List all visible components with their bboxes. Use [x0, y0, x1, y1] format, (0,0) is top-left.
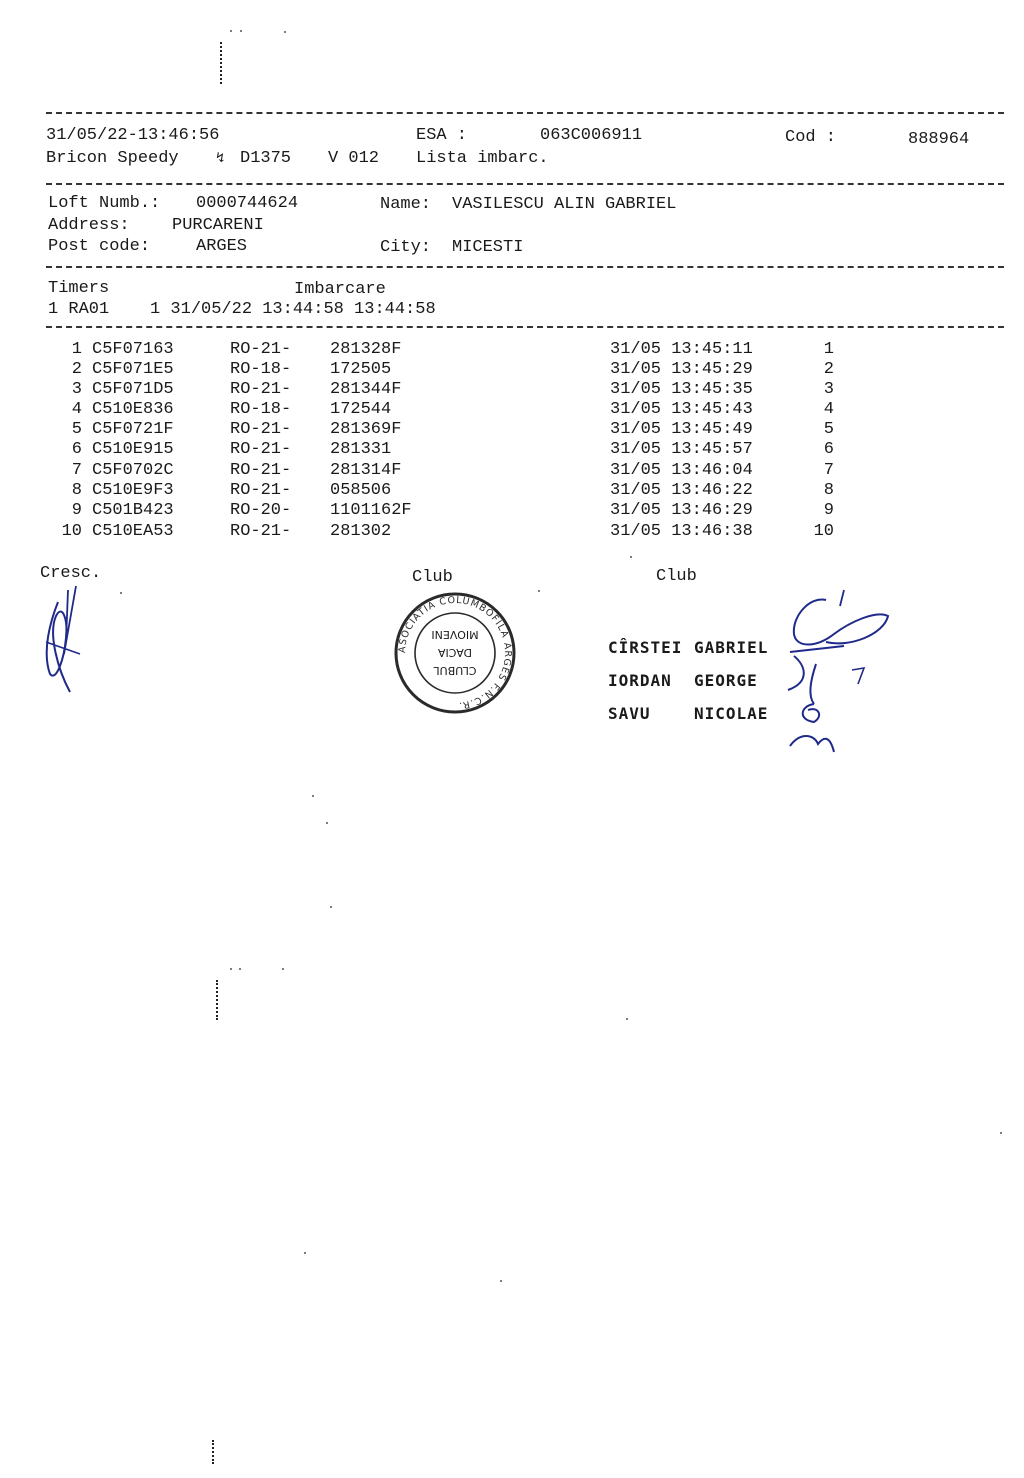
- header-list-title: Lista imbarc.: [416, 149, 549, 168]
- timers-label: Timers: [48, 279, 110, 298]
- header-cod-label: Cod :: [785, 128, 837, 147]
- committee-first-name: SAVU: [608, 704, 651, 723]
- committee-last-name: GABRIEL: [694, 638, 769, 657]
- bird-embark-time: 31/05 13:46:38: [610, 522, 753, 541]
- committee-first-name: CÎRSTEI: [608, 638, 683, 657]
- bird-position: 5: [823, 420, 834, 439]
- bird-chip-code: C5F0702C: [92, 461, 174, 480]
- bird-ring-prefix: RO-18-: [230, 400, 292, 419]
- separator-2: [46, 183, 1004, 185]
- bird-index: 3: [71, 380, 82, 399]
- bird-index: 9: [71, 501, 82, 520]
- bird-ring-prefix: RO-21-: [230, 380, 292, 399]
- club-label-left: Club: [412, 568, 453, 587]
- stamp-inner-2: DACIA: [437, 646, 473, 659]
- address-label: Address:: [48, 216, 130, 235]
- bird-row: [0, 380, 1024, 400]
- bird-chip-code: C510E836: [92, 400, 174, 419]
- bird-ring-prefix: RO-20-: [230, 501, 292, 520]
- name-label: Name:: [380, 195, 432, 214]
- bird-ring-number: 281369F: [330, 420, 402, 439]
- stamp-inner-3: MIOVENI: [431, 628, 479, 641]
- stamp-outer-text: ASOCIATIA COLUMBOFILA ARGES F.N.C.R.: [396, 594, 514, 711]
- bird-ring-number: 281344F: [330, 380, 402, 399]
- bird-embark-time: 31/05 13:46:29: [610, 501, 753, 520]
- committee-list: [608, 638, 778, 728]
- separator-3: [46, 266, 1004, 268]
- bird-chip-code: C510EA53: [92, 522, 174, 541]
- bird-ring-prefix: RO-21-: [230, 461, 292, 480]
- pen-mark-icon: ↯: [216, 151, 225, 167]
- bird-ring-prefix: RO-18-: [230, 360, 292, 379]
- bird-index: 7: [71, 461, 82, 480]
- bird-index: 6: [71, 440, 82, 459]
- postcode-label: Post code:: [48, 237, 151, 256]
- bird-embark-time: 31/05 13:45:57: [610, 440, 753, 459]
- bird-index: 10: [61, 522, 82, 541]
- bird-index: 4: [71, 400, 82, 419]
- header-esa-label: ESA :: [416, 126, 468, 145]
- bird-embark-time: 31/05 13:45:11: [610, 340, 753, 359]
- bird-ring-number: 281314F: [330, 461, 402, 480]
- committee-member: [608, 704, 778, 724]
- breeder-signature: [36, 582, 96, 700]
- bird-position: 8: [823, 481, 834, 500]
- bird-ring-prefix: RO-21-: [230, 481, 292, 500]
- bird-row: [0, 400, 1024, 420]
- city-label: City:: [380, 238, 432, 257]
- timer-line: 1 RA01 1 31/05/22 13:44:58 13:44:58: [48, 300, 436, 319]
- bird-ring-prefix: RO-21-: [230, 340, 292, 359]
- bird-row: [0, 522, 1024, 542]
- bird-index: 8: [71, 481, 82, 500]
- bird-embark-time: 31/05 13:45:43: [610, 400, 753, 419]
- address-value: PURCARENI: [172, 216, 264, 235]
- loft-label: Loft Numb.:: [48, 194, 161, 213]
- bird-embark-time: 31/05 13:46:04: [610, 461, 753, 480]
- bird-row: [0, 501, 1024, 521]
- bird-position: 9: [823, 501, 834, 520]
- bird-chip-code: C501B423: [92, 501, 174, 520]
- bird-ring-prefix: RO-21-: [230, 420, 292, 439]
- bird-position: 4: [823, 400, 834, 419]
- loft-value: 0000744624: [196, 194, 299, 213]
- name-value: VASILESCU ALIN GABRIEL: [452, 195, 677, 214]
- header-device: Bricon Speedy: [46, 149, 189, 168]
- bird-embark-time: 31/05 13:45:29: [610, 360, 753, 379]
- committee-member: [608, 638, 778, 658]
- bird-ring-number: 281302: [330, 522, 392, 541]
- header-version: V 012: [328, 149, 380, 168]
- header-datetime: 31/05/22-13:46:56: [46, 126, 220, 145]
- bird-list: [0, 340, 1024, 550]
- bird-index: 2: [71, 360, 82, 379]
- bird-chip-code: C5F07163: [92, 340, 174, 359]
- bird-position: 2: [823, 360, 834, 379]
- bird-row: [0, 440, 1024, 460]
- committee-member: [608, 671, 778, 691]
- bird-ring-number: 172544: [330, 400, 392, 419]
- bird-row: [0, 481, 1024, 501]
- bird-index: 1: [71, 340, 82, 359]
- postcode-value: ARGES: [196, 237, 248, 256]
- separator-4: [46, 326, 1004, 328]
- bird-chip-code: C510E915: [92, 440, 174, 459]
- bird-row: [0, 461, 1024, 481]
- header-cod-value: 888964: [908, 130, 970, 149]
- separator-top: [46, 112, 1004, 114]
- bird-row: [0, 340, 1024, 360]
- bird-embark-time: 31/05 13:45:35: [610, 380, 753, 399]
- cresc-label: Cresc.: [40, 564, 102, 583]
- bird-ring-prefix: RO-21-: [230, 522, 292, 541]
- club-stamp: [392, 590, 518, 716]
- bird-position: 6: [823, 440, 834, 459]
- bird-embark-time: 31/05 13:46:22: [610, 481, 753, 500]
- bird-chip-code: C5F071D5: [92, 380, 174, 399]
- stamp-inner-1: CLUBUL: [433, 664, 477, 677]
- club-label-right: Club: [656, 567, 697, 586]
- bird-position: 7: [823, 461, 834, 480]
- bird-ring-number: 058506: [330, 481, 392, 500]
- committee-last-name: GEORGE: [694, 671, 758, 690]
- bird-ring-number: 1101162F: [330, 501, 412, 520]
- bird-embark-time: 31/05 13:45:49: [610, 420, 753, 439]
- bird-ring-number: 281328F: [330, 340, 402, 359]
- bird-position: 10: [813, 522, 834, 541]
- bird-chip-code: C5F0721F: [92, 420, 174, 439]
- committee-last-name: NICOLAE: [694, 704, 769, 723]
- bird-row: [0, 360, 1024, 380]
- committee-signature: [780, 586, 892, 760]
- city-value: MICESTI: [452, 238, 524, 257]
- bird-position: 3: [823, 380, 834, 399]
- bird-chip-code: C5F071E5: [92, 360, 174, 379]
- committee-first-name: IORDAN: [608, 671, 672, 690]
- bird-chip-code: C510E9F3: [92, 481, 174, 500]
- bird-index: 5: [71, 420, 82, 439]
- header-esa-value: 063C006911: [540, 126, 643, 145]
- bird-ring-number: 172505: [330, 360, 392, 379]
- imbarcare-label: Imbarcare: [294, 280, 386, 299]
- bird-ring-number: 281331: [330, 440, 392, 459]
- bird-row: [0, 420, 1024, 440]
- header-device-model: D1375: [240, 149, 292, 168]
- bird-position: 1: [823, 340, 834, 359]
- bird-ring-prefix: RO-21-: [230, 440, 292, 459]
